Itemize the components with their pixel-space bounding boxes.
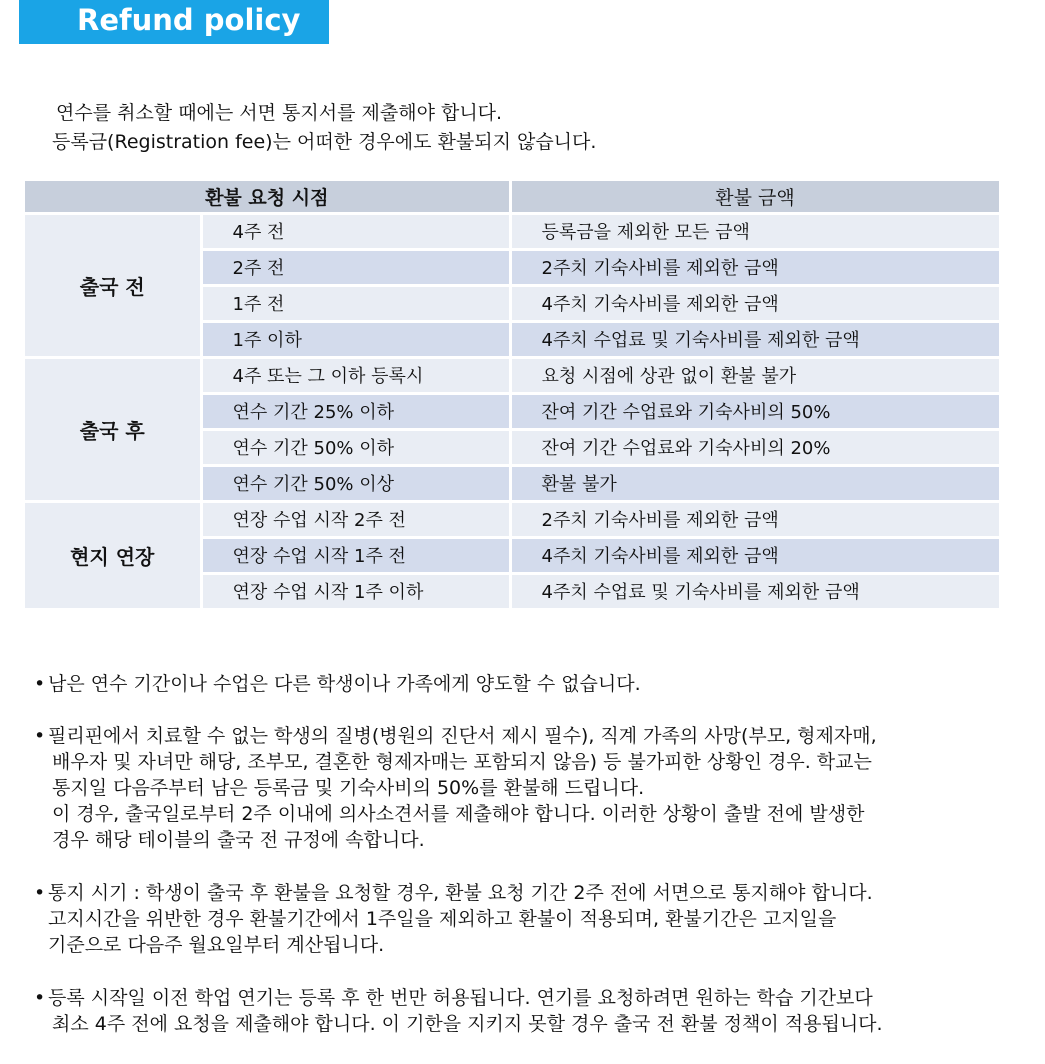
table-row [25, 501, 1000, 537]
timing-cell: 연장 수업 시작 1주 이하 [201, 573, 510, 609]
bullet-icon: • [34, 987, 46, 1009]
note-line: 기준으로 다음주 월요일부터 계산됩니다. [48, 934, 385, 956]
table-row [25, 357, 1000, 393]
group-label-local-extension: 현지 연장 [25, 501, 201, 609]
note-postponement [34, 985, 1034, 1037]
note-line: 등록 시작일 이전 학업 연기는 등록 후 한 번만 허용됩니다. 연기를 요청하려면 원하는 학습 기간보다 [48, 987, 873, 1009]
header-request-timing: 환불 요청 시점 [25, 181, 510, 213]
policy-notes [34, 671, 1034, 1037]
note-line: 고지시간을 위반한 경우 환불기간에서 1주일을 제외하고 환불이 적용되며, 환불기간은 고지일을 [48, 908, 837, 930]
amount-cell: 잔여 기간 수업료와 기숙사비의 20% [510, 429, 1000, 465]
intro-text [52, 99, 596, 157]
refund-table [25, 181, 1002, 611]
table-header-row [25, 181, 1000, 213]
intro-line-registration-fee: 등록금(Registration fee)는 어떠한 경우에도 환불되지 않습니다. [52, 131, 597, 153]
note-line: 통지일 다음주부터 남은 등록금 및 기숙사비의 50%를 환불해 드립니다. [52, 777, 645, 799]
note-unavoidable-circumstances [34, 723, 1034, 853]
timing-cell: 4주 전 [201, 213, 510, 249]
note-line: 남은 연수 기간이나 수업은 다른 학생이나 가족에게 양도할 수 없습니다. [48, 673, 641, 695]
timing-cell: 1주 이하 [201, 321, 510, 357]
group-label-after-departure: 출국 후 [25, 357, 201, 501]
bullet-icon: • [34, 725, 46, 747]
note-line: 배우자 및 자녀만 해당, 조부모, 결혼한 형제자매는 포함되지 않음) 등 불가피한 상황인 경우. 학교는 [52, 751, 872, 773]
timing-cell: 2주 전 [201, 249, 510, 285]
amount-cell: 잔여 기간 수업료와 기숙사비의 50% [510, 393, 1000, 429]
note-no-transfer [34, 671, 1034, 697]
group-label-before-departure: 출국 전 [25, 213, 201, 357]
note-line: 통지 시기 : 학생이 출국 후 환불을 요청할 경우, 환불 요청 기간 2주 전에 서면으로 통지해야 합니다. [48, 882, 873, 904]
header-refund-amount: 환불 금액 [510, 181, 1000, 213]
note-line: 최소 4주 전에 요청을 제출해야 합니다. 이 기한을 지키지 못할 경우 출국 전 환불 정책이 적용됩니다. [52, 1013, 883, 1035]
timing-cell: 연수 기간 25% 이하 [201, 393, 510, 429]
amount-cell: 4주치 수업료 및 기숙사비를 제외한 금액 [510, 321, 1000, 357]
timing-cell: 연장 수업 시작 1주 전 [201, 537, 510, 573]
amount-cell: 환불 불가 [510, 465, 1000, 501]
intro-line-cancellation: 연수를 취소할 때에는 서면 통지서를 제출해야 합니다. [56, 102, 503, 124]
amount-cell: 2주치 기숙사비를 제외한 금액 [510, 249, 1000, 285]
table-row [25, 213, 1000, 249]
timing-cell: 4주 또는 그 이하 등록시 [201, 357, 510, 393]
note-line: 이 경우, 출국일로부터 2주 이내에 의사소견서를 제출해야 합니다. 이러한 상황이 출발 전에 발생한 [52, 803, 865, 825]
amount-cell: 요청 시점에 상관 없이 환불 불가 [510, 357, 1000, 393]
amount-cell: 4주치 기숙사비를 제외한 금액 [510, 285, 1000, 321]
bullet-icon: • [34, 882, 46, 904]
timing-cell: 연수 기간 50% 이하 [201, 429, 510, 465]
note-line: 경우 해당 테이블의 출국 전 규정에 속합니다. [52, 829, 425, 851]
timing-cell: 1주 전 [201, 285, 510, 321]
amount-cell: 등록금을 제외한 모든 금액 [510, 213, 1000, 249]
amount-cell: 4주치 기숙사비를 제외한 금액 [510, 537, 1000, 573]
note-notice-timing [34, 880, 1034, 958]
amount-cell: 2주치 기숙사비를 제외한 금액 [510, 501, 1000, 537]
note-line: 필리핀에서 치료할 수 없는 학생의 질병(병원의 진단서 제시 필수), 직계 가족의 사망(부모, 형제자매, [48, 725, 877, 747]
timing-cell: 연수 기간 50% 이상 [201, 465, 510, 501]
page-title: Refund policy [19, 0, 329, 44]
bullet-icon: • [34, 673, 46, 695]
amount-cell: 4주치 수업료 및 기숙사비를 제외한 금액 [510, 573, 1000, 609]
timing-cell: 연장 수업 시작 2주 전 [201, 501, 510, 537]
